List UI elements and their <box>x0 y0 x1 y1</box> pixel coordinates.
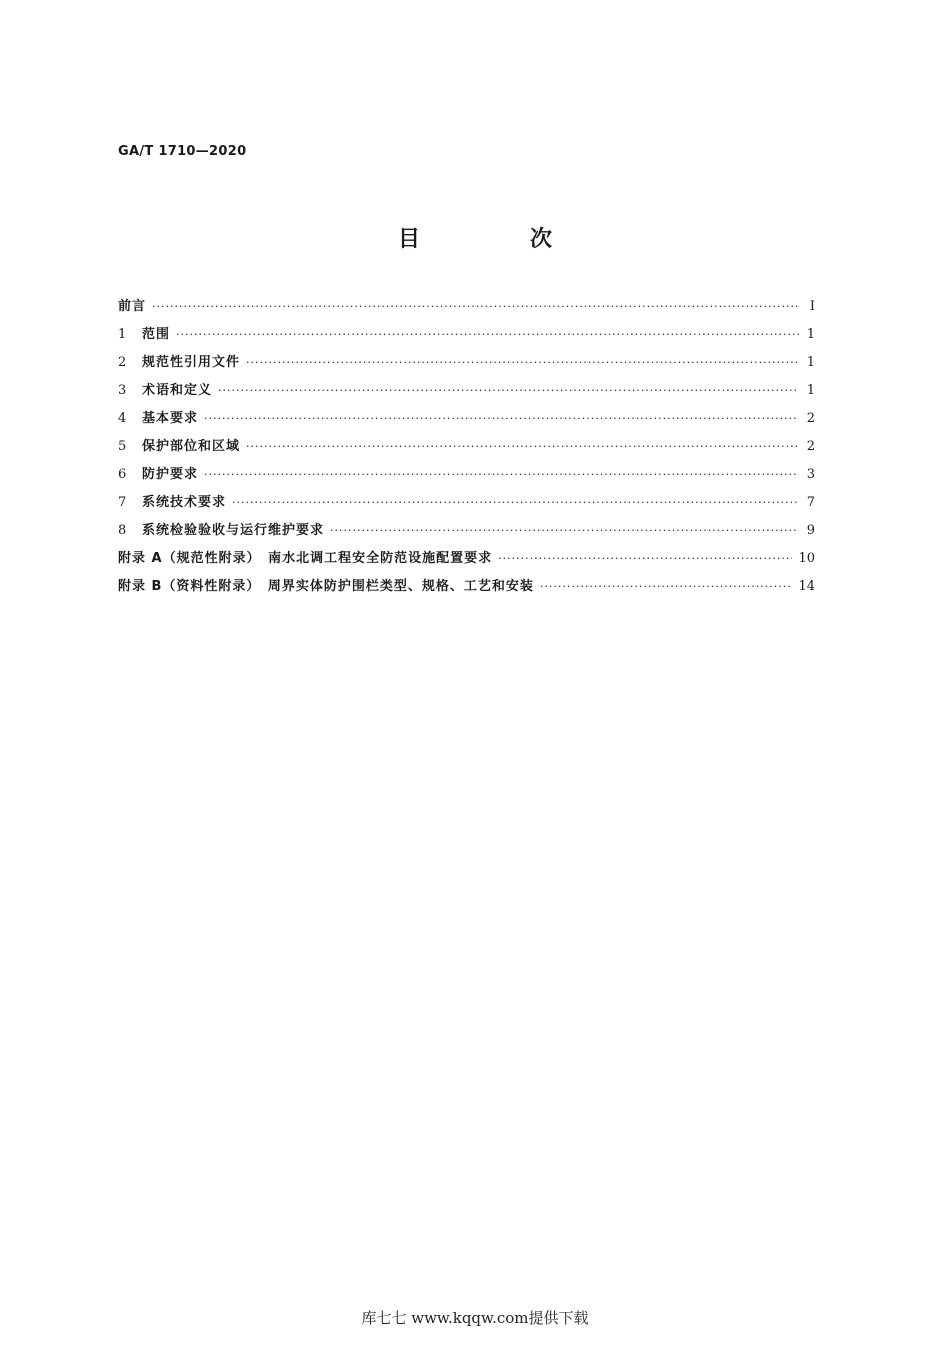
toc-entry-number: 5 <box>118 439 127 454</box>
dot-leader <box>540 580 793 593</box>
toc-entry-foreword[interactable] <box>118 295 815 323</box>
toc-entry-label: 系统检验验收与运行维护要求 <box>142 523 325 538</box>
toc-entry-page: 1 <box>806 355 815 370</box>
toc-entry-number: 6 <box>118 467 127 482</box>
toc-entry-label: 规范性引用文件 <box>142 355 241 370</box>
toc-entry-page: 1 <box>806 327 815 342</box>
toc-entry-4[interactable] <box>118 407 815 435</box>
toc-entry-number: 1 <box>118 327 127 342</box>
toc-entry-appendix-a[interactable] <box>118 547 815 575</box>
dot-leader <box>204 412 799 425</box>
toc-entry-page: 9 <box>806 523 815 538</box>
toc-entry-page: 2 <box>806 439 815 454</box>
toc-entry-page: 2 <box>806 411 815 426</box>
toc-entry-8[interactable] <box>118 519 815 547</box>
toc-entry-number: 8 <box>118 523 127 538</box>
dot-leader <box>330 524 799 537</box>
dot-leader <box>204 468 799 481</box>
dot-leader <box>246 440 799 453</box>
toc-entry-page: 1 <box>806 383 815 398</box>
toc-entry-appendix-b[interactable] <box>118 575 815 603</box>
dot-leader <box>152 300 799 313</box>
table-of-contents <box>118 295 815 603</box>
toc-entry-label: 防护要求 <box>142 467 199 482</box>
toc-entry-7[interactable] <box>118 491 815 519</box>
toc-entry-number: 7 <box>118 495 127 510</box>
toc-entry-label: 术语和定义 <box>142 383 213 398</box>
toc-entry-label: 范围 <box>142 327 171 342</box>
toc-entry-1[interactable] <box>118 323 815 351</box>
toc-entry-number: 3 <box>118 383 127 398</box>
standard-code: GA/T 1710—2020 <box>118 144 247 159</box>
toc-entry-label: 附录 A（规范性附录） 南水北调工程安全防范设施配置要求 <box>118 551 493 566</box>
page-title: 目 次 <box>397 227 596 252</box>
dot-leader <box>246 356 799 369</box>
download-source-footer: 库七七 www.kqqw.com提供下载 <box>361 1309 589 1327</box>
toc-entry-label: 附录 B（资料性附录） 周界实体防护围栏类型、规格、工艺和安装 <box>118 579 534 594</box>
toc-entry-page: 10 <box>798 551 815 566</box>
toc-entry-number: 2 <box>118 355 127 370</box>
toc-entry-page: Ⅰ <box>809 299 815 314</box>
toc-entry-number: 4 <box>118 411 127 426</box>
toc-entry-3[interactable] <box>118 379 815 407</box>
toc-entry-page: 3 <box>806 467 815 482</box>
dot-leader <box>498 552 792 565</box>
toc-entry-2[interactable] <box>118 351 815 379</box>
toc-entry-page: 14 <box>798 579 815 594</box>
toc-entry-label: 系统技术要求 <box>142 495 227 510</box>
dot-leader <box>218 384 799 397</box>
dot-leader <box>176 328 799 341</box>
toc-entry-label: 基本要求 <box>142 411 199 426</box>
toc-entry-page: 7 <box>806 495 815 510</box>
toc-entry-6[interactable] <box>118 463 815 491</box>
toc-entry-label: 前言 <box>118 299 147 314</box>
toc-entry-5[interactable] <box>118 435 815 463</box>
toc-entry-label: 保护部位和区域 <box>142 439 241 454</box>
dot-leader <box>232 496 799 509</box>
